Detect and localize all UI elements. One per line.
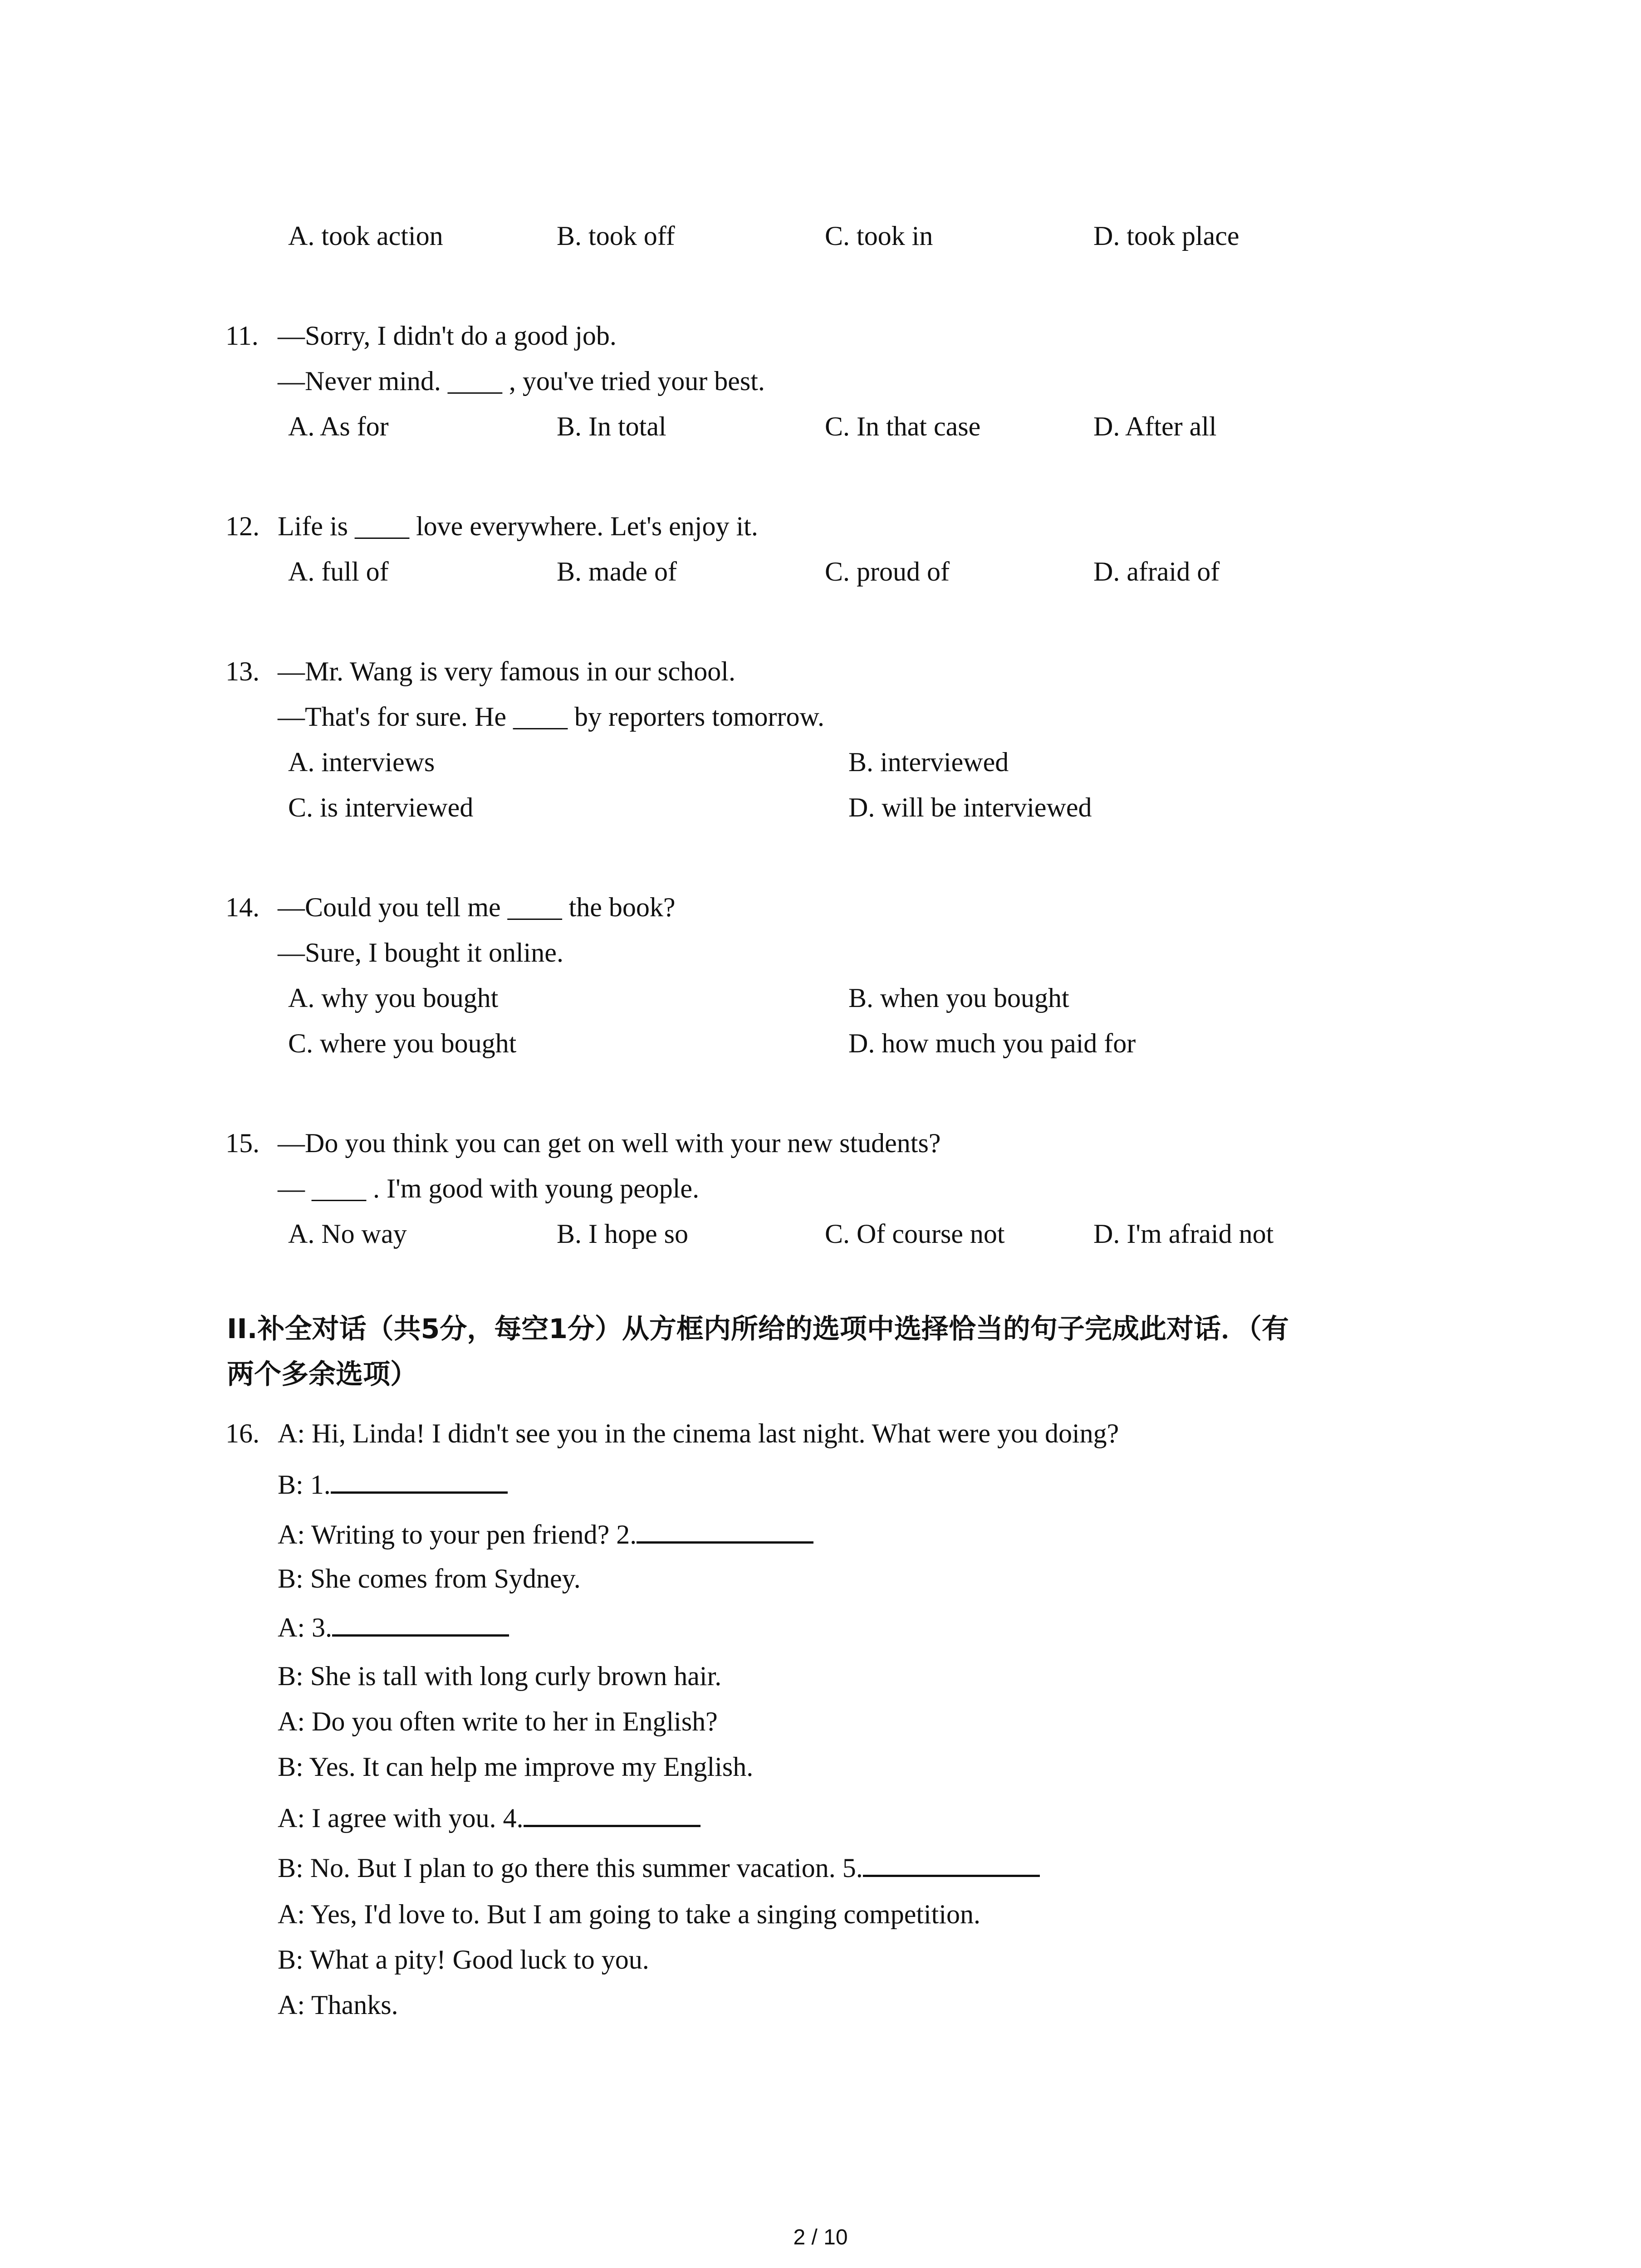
- dialogue-line: B: What a pity! Good luck to you.: [278, 1945, 649, 1975]
- question-number: 15.: [225, 1128, 260, 1158]
- answer-blank-1[interactable]: [331, 1465, 508, 1494]
- dialogue-line: [278, 1848, 1040, 1886]
- option-c: C. proud of: [825, 557, 950, 587]
- option-b: B. In total: [557, 411, 666, 441]
- option-b: B. when you bought: [848, 983, 1069, 1013]
- question-line: — ____ . I'm good with young people.: [278, 1173, 700, 1203]
- question-line: Life is ____ love everywhere. Let's enjoy it.: [278, 511, 758, 541]
- question-line: —Could you tell me ____ the book?: [278, 892, 676, 922]
- question-line: —Sure, I bought it online.: [278, 938, 563, 968]
- dialogue-line: [278, 1608, 509, 1646]
- option-a: A. took action: [288, 221, 443, 251]
- dialogue-line: B: She comes from Sydney.: [278, 1564, 581, 1593]
- dialogue-line: [278, 1515, 813, 1553]
- option-c: C. In that case: [825, 411, 981, 441]
- option-b: B. interviewed: [848, 747, 1009, 777]
- option-c: C. is interviewed: [288, 792, 474, 822]
- answer-blank-2[interactable]: [637, 1515, 813, 1544]
- question-number: 14.: [225, 892, 260, 922]
- question-number: 13.: [225, 656, 260, 686]
- dialogue-line: A: Thanks.: [278, 1990, 398, 2020]
- option-a: A. full of: [288, 557, 389, 587]
- dialogue-line: [278, 1465, 508, 1503]
- question-number: 16.: [225, 1418, 260, 1448]
- option-a: A. As for: [288, 411, 389, 441]
- section-heading-line: 两个多余选项）: [227, 1359, 417, 1390]
- section-heading: [227, 1306, 1461, 1397]
- dialogue-line: A: Yes, I'd love to. But I am going to take a singing competition.: [278, 1899, 981, 1929]
- option-d: D. how much you paid for: [848, 1028, 1136, 1058]
- question-number: 12.: [225, 511, 260, 541]
- option-b: B. took off: [557, 221, 675, 251]
- dialogue-line: B: Yes. It can help me improve my English.: [278, 1752, 754, 1782]
- dialogue-line: A: Hi, Linda! I didn't see you in the cinema last night. What were you doing?: [278, 1418, 1119, 1448]
- option-a: A. No way: [288, 1219, 407, 1249]
- dialogue-line: B: She is tall with long curly brown hair.: [278, 1661, 722, 1691]
- option-b: B. made of: [557, 557, 677, 587]
- question-line: —Mr. Wang is very famous in our school.: [278, 656, 735, 686]
- dialogue-line: A: Do you often write to her in English?: [278, 1706, 718, 1736]
- dialogue-text: A: Writing to your pen friend? 2.: [278, 1520, 637, 1549]
- option-d: D. took place: [1093, 221, 1239, 251]
- page-number: 2 / 10: [793, 2225, 848, 2249]
- question-line: —Do you think you can get on well with your new students?: [278, 1128, 941, 1158]
- dialogue-line: [278, 1799, 700, 1836]
- dialogue-text: B: 1.: [278, 1470, 331, 1500]
- answer-blank-5[interactable]: [863, 1848, 1040, 1877]
- option-b: B. I hope so: [557, 1219, 688, 1249]
- question-line: —Sorry, I didn't do a good job.: [278, 321, 617, 351]
- dialogue-text: A: I agree with you. 4.: [278, 1803, 524, 1833]
- question-number: 11.: [225, 321, 259, 351]
- section-heading-line: II.补全对话（共5分，每空1分）从方框内所给的选项中选择恰当的句子完成此对话．（有: [227, 1313, 1289, 1345]
- option-d: D. After all: [1093, 411, 1217, 441]
- question-line: —That's for sure. He ____ by reporters tomorrow.: [278, 702, 824, 732]
- option-a: A. interviews: [288, 747, 435, 777]
- dialogue-text: A: 3.: [278, 1613, 332, 1642]
- option-c: C. Of course not: [825, 1219, 1005, 1249]
- answer-blank-4[interactable]: [524, 1799, 700, 1827]
- option-d: D. I'm afraid not: [1093, 1219, 1274, 1249]
- dialogue-text: B: No. But I plan to go there this summer vacation. 5.: [278, 1853, 863, 1883]
- option-a: A. why you bought: [288, 983, 499, 1013]
- question-line: —Never mind. ____ , you've tried your best.: [278, 366, 765, 396]
- option-d: D. will be interviewed: [848, 792, 1092, 822]
- answer-blank-3[interactable]: [332, 1608, 509, 1637]
- option-c: C. took in: [825, 221, 933, 251]
- option-c: C. where you bought: [288, 1028, 517, 1058]
- option-d: D. afraid of: [1093, 557, 1220, 587]
